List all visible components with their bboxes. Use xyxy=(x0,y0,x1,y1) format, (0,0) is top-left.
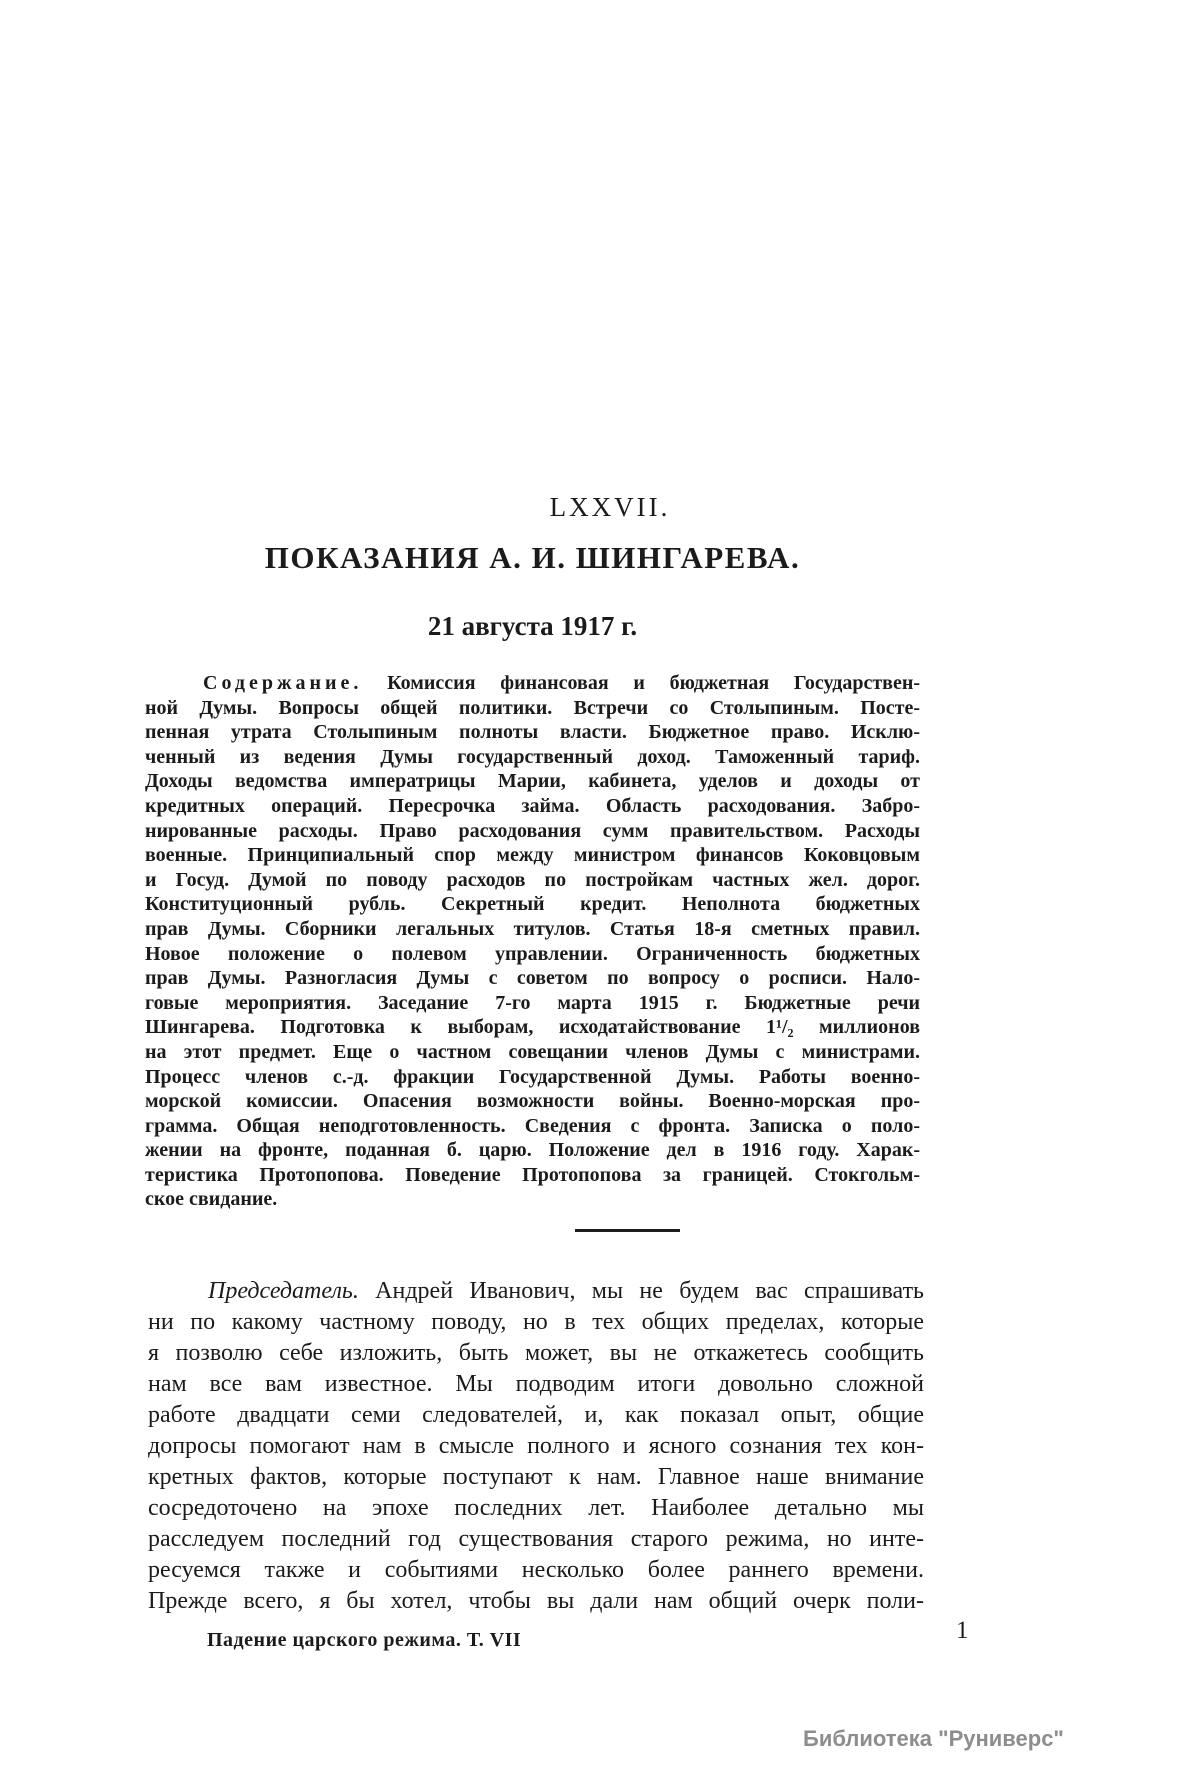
summary-last-line: ское свидание. xyxy=(145,1188,278,1211)
library-watermark: Библиотека "Руниверс" xyxy=(803,1726,1064,1751)
section-divider xyxy=(575,1229,680,1232)
text-line: я позволю себе изложить, быть может, вы не откажетесь сообщить xyxy=(148,1340,924,1366)
date-heading: 21 августа 1917 г. xyxy=(427,611,638,641)
text-line: прав Думы. Разногласия Думы с советом по вопросу о росписи. Нало- xyxy=(145,967,920,990)
text-line: Шингарева. Подготовка к выборам, исходатайствование 1¹/₂ миллионов xyxy=(145,1016,920,1039)
text-line: теристика Протопопова. Поведение Протопопова за границей. Стокгольм- xyxy=(145,1163,920,1186)
text-line: Конституционный рубль. Секретный кредит. Неполнота бюджетных xyxy=(145,893,920,916)
summary-lines xyxy=(145,696,920,1188)
summary-label: Содержание. xyxy=(203,672,363,694)
text-line: Прежде всего, я бы хотел, чтобы вы дали нам общий очерк поли- xyxy=(148,1588,924,1614)
chapter-number: LXXVII. xyxy=(549,492,671,522)
running-title: Падение царского режима. Т. VII xyxy=(207,1629,522,1651)
text-line: сосредоточено на эпохе последних лет. Наиболее детально мы xyxy=(148,1495,924,1521)
summary-first-line xyxy=(145,671,920,696)
text-line: жении на фронте, поданная б. царю. Положение дел в 1916 году. Харак- xyxy=(145,1139,920,1162)
text-line: военные. Принципиальный спор между министром финансов Коковцовым xyxy=(145,844,920,867)
body-first-line xyxy=(148,1276,924,1307)
text-line: кретных фактов, которые поступают к нам. Главное наше внимание xyxy=(148,1464,924,1490)
text-line: пенная утрата Столыпиным полноты власти. Бюджетное право. Исклю- xyxy=(145,721,920,744)
page-number: 1 xyxy=(956,1617,969,1644)
text-line: и Госуд. Думой по поводу расходов по постройкам частных жел. дорог. xyxy=(145,868,920,891)
page-title: ПОКАЗАНИЯ А. И. ШИНГАРЕВА. xyxy=(264,540,801,575)
text-line: ресуемся также и событиями несколько более раннего времени. xyxy=(148,1557,924,1583)
text-line: нам все вам известное. Мы подводим итоги довольно сложной xyxy=(148,1371,924,1397)
text-line: допросы помогают нам в смысле полного и ясного сознания тех кон- xyxy=(148,1433,924,1459)
summary-first-line-text: Комиссия финансовая и бюджетная Государствен- xyxy=(387,672,921,694)
speaker-name: Председатель. xyxy=(208,1278,359,1304)
text-line: нированные расходы. Право расходования сумм правительством. Расходы xyxy=(145,819,920,842)
summary-block xyxy=(145,671,920,1212)
body-first-line-text: Андрей Иванович, мы не будем вас спрашивать xyxy=(375,1278,925,1304)
text-line: расследуем последний год существования старого режима, но инте- xyxy=(148,1526,924,1552)
text-line: ни по какому частному поводу, но в тех общих пределах, которые xyxy=(148,1309,924,1335)
text-line: ной Думы. Вопросы общей политики. Встречи со Столыпиным. Посте- xyxy=(145,696,920,719)
text-line: грамма. Общая неподготовленность. Сведения с фронта. Записка о поло- xyxy=(145,1114,920,1137)
text-line: Новое положение о полевом управлении. Ограниченность бюджетных xyxy=(145,942,920,965)
text-line: кредитных операций. Пересрочка займа. Область расходования. Забро- xyxy=(145,794,920,817)
text-line: Процесс членов с.-д. фракции Государственной Думы. Работы военно- xyxy=(145,1065,920,1088)
text-line: Доходы ведомства императрицы Марии, кабинета, уделов и доходы от xyxy=(145,770,920,793)
text-line: работе двадцати семи следователей, и, как показал опыт, общие xyxy=(148,1402,924,1428)
body-lines xyxy=(148,1307,924,1617)
text-line: говые мероприятия. Заседание 7-го марта 1915 г. Бюджетные речи xyxy=(145,991,920,1014)
testimony-text xyxy=(148,1276,924,1617)
text-line: на этот предмет. Еще о частном совещании членов Думы с министрами. xyxy=(145,1040,920,1063)
text-line: морской комиссии. Опасения возможности войны. Военно-морская про- xyxy=(145,1090,920,1113)
text-line: ченный из ведения Думы государственный доход. Таможенный тариф. xyxy=(145,745,920,768)
text-line: прав Думы. Сборники легальных титулов. Статья 18-я сметных правил. xyxy=(145,917,920,940)
